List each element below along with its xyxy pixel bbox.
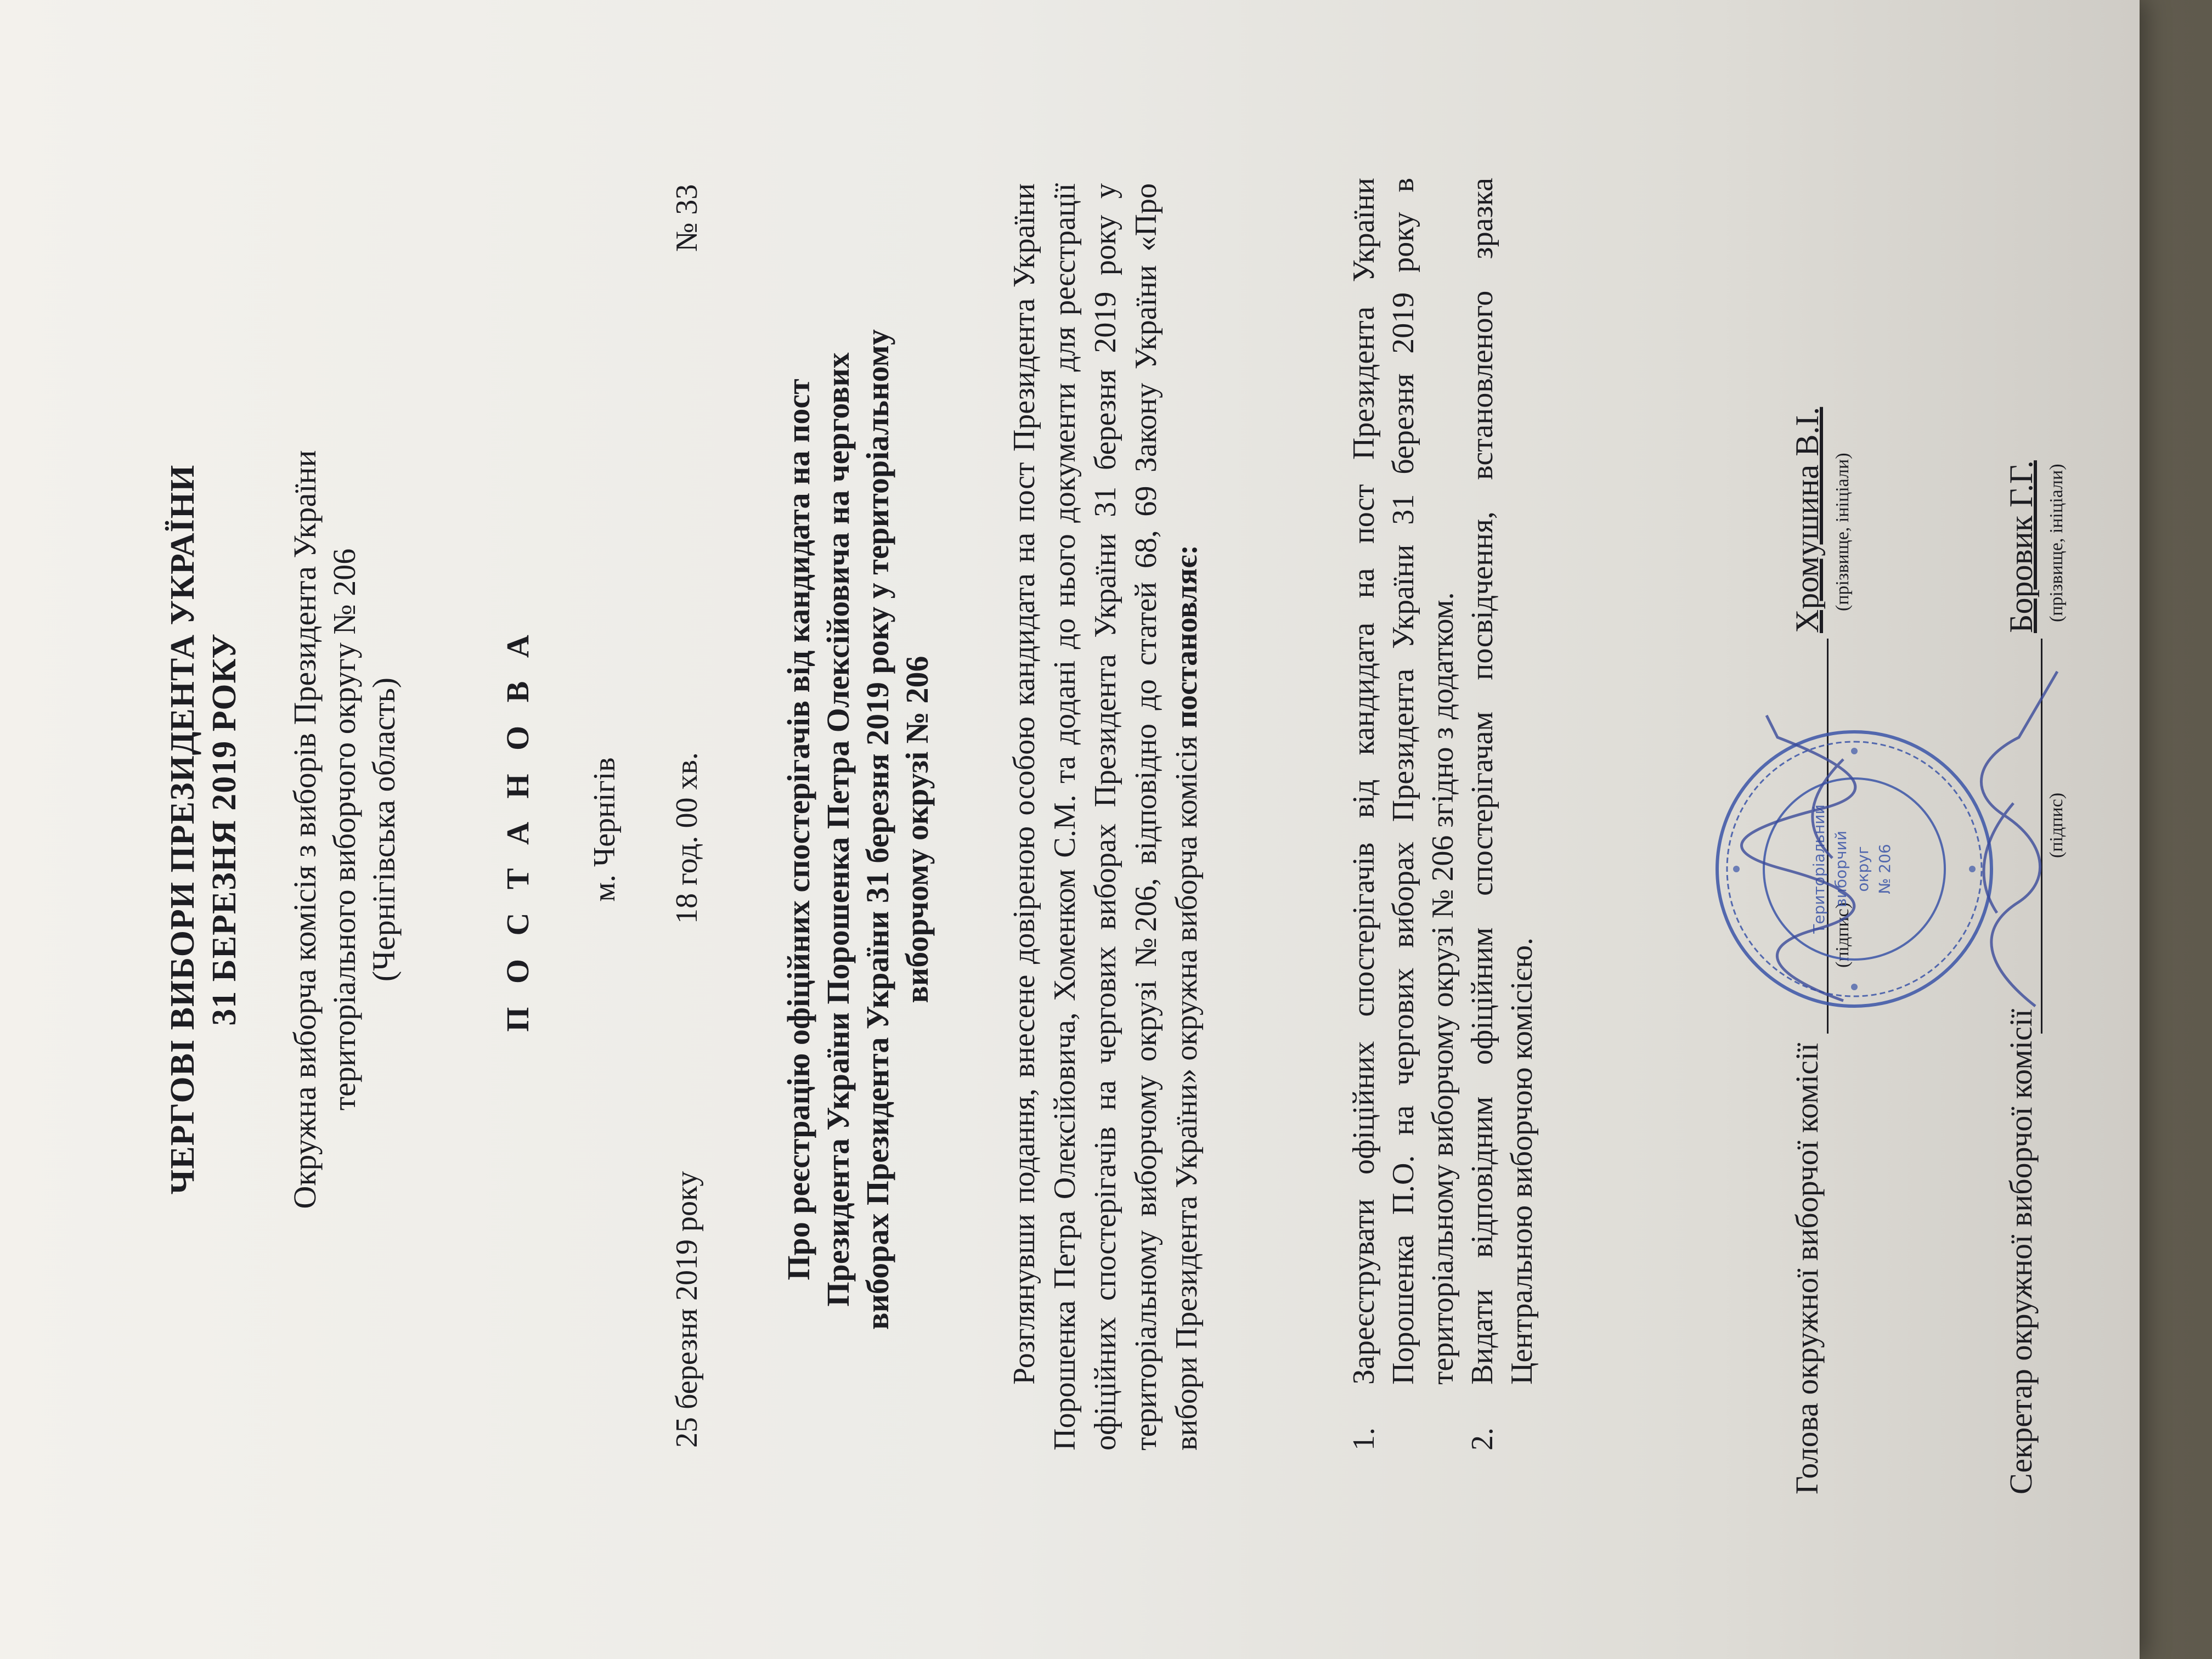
org-line-2: територіального виборчого округу № 206 xyxy=(326,548,362,1111)
item-number: 2. xyxy=(1465,1427,1499,1451)
chair-name: Хромушина В.І. xyxy=(1789,407,1825,633)
election-header xyxy=(162,0,245,1659)
place: м. Чернігів xyxy=(588,757,622,902)
commission-name xyxy=(285,0,404,1659)
item-number: 1. xyxy=(1347,1427,1381,1451)
chair-handwritten-signature xyxy=(1734,639,1876,1023)
secretary-handwritten-signature xyxy=(1942,628,2085,1023)
stamp-line-4: № 206 xyxy=(1876,844,1894,894)
org-line-1: Окружна виборча комісія з виборів Президента України xyxy=(287,450,323,1209)
subject-line-4: виборчому окрузі № 206 xyxy=(899,656,935,1003)
chair-label: Голова окружної виборчої комісії xyxy=(1789,1042,1825,1494)
chair-signature-hint: (підпис) xyxy=(1832,902,1853,968)
resolution-items xyxy=(1344,178,1542,1451)
subject-line-1: Про реєстрацію офіційних спостерігачів від кандидата на пост xyxy=(781,379,816,1280)
resolution-item xyxy=(1344,178,1463,1451)
header-line-2: 31 БЕРЕЗНЯ 2019 РОКУ xyxy=(206,633,243,1026)
decree-time: 18 год. 00 хв. xyxy=(670,752,704,924)
secretary-label: Секретар окружної виборчої комісії xyxy=(2003,1009,2039,1494)
resolution-item xyxy=(1463,178,1542,1451)
resolves-word: постановляє: xyxy=(1170,544,1204,729)
stamp-line-1: Територіальний xyxy=(1810,804,1828,934)
item-text: Зареєструвати офіційних спостерігачів від кандидата на пост Президента України Порошенка П.О. на чергових виборах Президента України 31 березня 2019 року в територіальному виборчому окрузі № 206 згідно з додатком. xyxy=(1347,178,1460,1385)
secretary-name: Боровик Г.Г. xyxy=(2003,460,2039,633)
decree-subject xyxy=(779,0,937,1659)
stamp-line-3: округ xyxy=(1854,846,1872,892)
secretary-signature-hint: (підпис) xyxy=(2046,792,2067,858)
subject-line-2: Президента України Порошенка Петра Олексійовича на чергових xyxy=(820,352,856,1307)
chair-name-hint: (прізвище, ініціали) xyxy=(1832,453,1853,611)
preamble-text: Розглянувши подання, внесене довіреною особою кандидата на пост Президента України Порошенка Петра Олексійовича, Хоменком С.М. та додані до нього документи для реєстрації офіційних спостерігачів на чергових виборах Президента України 31 березня 2019 року у територіальному виборчому окрузі №206, відповідно до статей 68, 69 Закону України «Про вибори Президента України» окружна виборча комісія xyxy=(1007,183,1204,1451)
stamp-line-2: виборчий xyxy=(1832,831,1850,907)
preamble-paragraph xyxy=(1004,183,1207,1451)
header-line-1: ЧЕРГОВІ ВИБОРИ ПРЕЗИДЕНТА УКРАЇНИ xyxy=(164,464,201,1195)
decree-title: П О С Т А Н О В А xyxy=(500,627,535,1032)
decree-date: 25 березня 2019 року xyxy=(670,1171,704,1448)
org-line-3: (Чернігівська область) xyxy=(366,677,402,982)
decree-number: № 33 xyxy=(670,184,704,252)
item-text: Видати відповідним офіційним спостерігачам посвідчення, встановленого зразка Центральною виборчою комісією. xyxy=(1465,178,1539,1385)
secretary-name-hint: (прізвище, ініціали) xyxy=(2046,464,2067,622)
subject-line-3: виборах Президента України 31 березня 2019 року у територіальному xyxy=(860,329,895,1330)
